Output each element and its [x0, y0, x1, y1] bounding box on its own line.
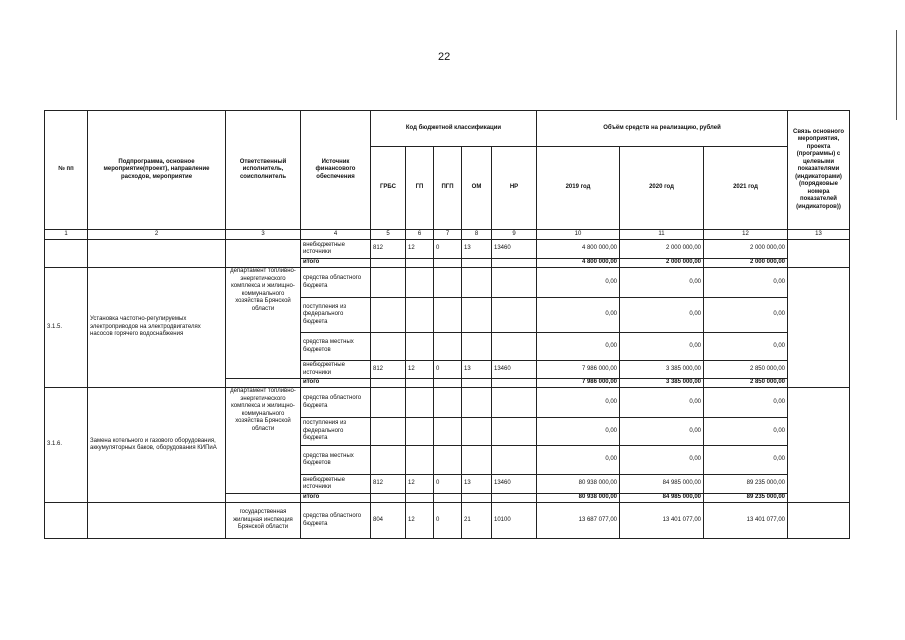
value-2021: 2 850 000,00 — [704, 361, 788, 379]
source-label: внебюджетные источники — [301, 240, 371, 259]
value-2020: 2 000 000,00 — [620, 240, 704, 259]
item-executor: департамент топливно-энергетического комплекса и жилищно-коммунального хозяйства Брянской области — [226, 388, 301, 494]
source-label: внебюджетные источники — [301, 475, 371, 494]
value-2019: 13 687 077,00 — [537, 503, 620, 539]
grbs-cell: 812 — [371, 475, 406, 494]
source-label: средства местных бюджетов — [301, 446, 371, 475]
pgp-cell: 0 — [434, 361, 462, 379]
value-2019: 4 800 000,00 — [537, 240, 620, 259]
value-2020: 0,00 — [620, 298, 704, 333]
item-number: 3.1.6. — [45, 388, 88, 503]
total-2021: 2 850 000,00 — [704, 379, 788, 388]
num-cell — [45, 240, 88, 268]
item-executor: государственная жилищная инспекция Брянской области — [226, 503, 301, 539]
om-cell: 21 — [462, 503, 492, 539]
num-cell — [45, 503, 88, 539]
header-volume: Объём средств на реализацию, рублей — [537, 111, 788, 147]
source-label: средства областного бюджета — [301, 268, 371, 298]
value-2019: 80 938 000,00 — [537, 475, 620, 494]
value-2021: 0,00 — [704, 388, 788, 418]
item-name: Установка частотно-регулируемых электроприводов на электродвигателях насосов горячего водоснабжения — [88, 268, 226, 388]
value-2021: 2 000 000,00 — [704, 240, 788, 259]
col-number: 2 — [88, 230, 226, 240]
gp-cell: 12 — [406, 361, 434, 379]
col-number: 1 — [45, 230, 88, 240]
source-label: поступления из федерального бюджета — [301, 298, 371, 333]
header-om: ОМ — [462, 147, 492, 230]
om-cell: 13 — [462, 361, 492, 379]
value-2021: 89 235 000,00 — [704, 475, 788, 494]
source-label: средства местных бюджетов — [301, 333, 371, 361]
value-2020: 0,00 — [620, 446, 704, 475]
table-row — [45, 503, 850, 539]
col-number: 11 — [620, 230, 704, 240]
value-2019: 0,00 — [537, 333, 620, 361]
grbs-cell: 804 — [371, 503, 406, 539]
column-number-row — [45, 230, 850, 240]
value-2021: 0,00 — [704, 298, 788, 333]
item-name: Замена котельного и газового оборудования, аккумуляторных баков, оборудования КИПиА — [88, 388, 226, 503]
total-label: итого — [301, 379, 371, 388]
gp-cell: 12 — [406, 240, 434, 259]
link-cell — [788, 503, 850, 539]
pgp-cell: 0 — [434, 503, 462, 539]
om-cell: 13 — [462, 240, 492, 259]
col-number: 5 — [371, 230, 406, 240]
table-row — [45, 268, 850, 298]
col-number: 10 — [537, 230, 620, 240]
grbs-cell: 812 — [371, 240, 406, 259]
value-2021: 13 401 077,00 — [704, 503, 788, 539]
value-2020: 0,00 — [620, 333, 704, 361]
header-pgp: ПГП — [434, 147, 462, 230]
value-2019: 0,00 — [537, 418, 620, 446]
value-2019: 0,00 — [537, 388, 620, 418]
header-link: Связь основного мероприятия, проекта (программы) с целевыми показателями (индикаторами) (порядковые номера показателей (индикаторов)) — [788, 111, 850, 230]
executor-cell — [226, 379, 301, 388]
col-number: 3 — [226, 230, 301, 240]
total-label: итого — [301, 259, 371, 268]
total-label: итого — [301, 494, 371, 503]
header-2020: 2020 год — [620, 147, 704, 230]
link-cell — [788, 240, 850, 268]
name-cell — [88, 503, 226, 539]
header-row-1 — [45, 111, 850, 147]
source-label: средства областного бюджета — [301, 503, 371, 539]
header-source: Источник финансового обеспечения — [301, 111, 371, 230]
header-executor: Ответственный исполнитель, соисполнитель — [226, 111, 301, 230]
scan-edge-line — [896, 30, 897, 120]
gp-cell: 12 — [406, 475, 434, 494]
nr-cell: 10100 — [492, 503, 537, 539]
value-2020: 13 401 077,00 — [620, 503, 704, 539]
pgp-cell: 0 — [434, 475, 462, 494]
value-2019: 0,00 — [537, 298, 620, 333]
col-number: 8 — [462, 230, 492, 240]
header-nr: НР — [492, 147, 537, 230]
page-number: 22 — [438, 51, 451, 63]
col-number: 9 — [492, 230, 537, 240]
value-2020: 84 985 000,00 — [620, 475, 704, 494]
value-2021: 0,00 — [704, 268, 788, 298]
col-number: 6 — [406, 230, 434, 240]
gp-cell: 12 — [406, 503, 434, 539]
nr-cell: 13460 — [492, 475, 537, 494]
total-2021: 89 235 000,00 — [704, 494, 788, 503]
value-2020: 0,00 — [620, 388, 704, 418]
value-2019: 0,00 — [537, 268, 620, 298]
value-2021: 0,00 — [704, 446, 788, 475]
link-cell — [788, 268, 850, 388]
value-2021: 0,00 — [704, 418, 788, 446]
source-label: поступления из федерального бюджета — [301, 418, 371, 446]
nr-cell: 13460 — [492, 361, 537, 379]
table-row — [45, 240, 850, 259]
budget-table — [44, 110, 850, 539]
col-number: 4 — [301, 230, 371, 240]
link-cell — [788, 388, 850, 503]
pgp-cell: 0 — [434, 240, 462, 259]
header-budget-code: Код бюджетной классификации — [371, 111, 537, 147]
col-number: 7 — [434, 230, 462, 240]
value-2020: 0,00 — [620, 268, 704, 298]
item-executor: департамент топливно-энергетического комплекса и жилищно-коммунального хозяйства Брянской области — [226, 268, 301, 379]
value-2021: 0,00 — [704, 333, 788, 361]
total-2020: 3 385 000,00 — [620, 379, 704, 388]
total-2020: 2 000 000,00 — [620, 259, 704, 268]
om-cell: 13 — [462, 475, 492, 494]
source-label: средства областного бюджета — [301, 388, 371, 418]
grbs-cell: 812 — [371, 361, 406, 379]
total-2021: 2 000 000,00 — [704, 259, 788, 268]
value-2019: 7 986 000,00 — [537, 361, 620, 379]
name-cell — [88, 240, 226, 268]
total-2019: 80 938 000,00 — [537, 494, 620, 503]
nr-cell: 13460 — [492, 240, 537, 259]
executor-cell — [226, 240, 301, 268]
header-program: Подпрограмма, основное мероприятие(проект), направление расходов, мероприятие — [88, 111, 226, 230]
value-2020: 0,00 — [620, 418, 704, 446]
total-2019: 4 800 000,00 — [537, 259, 620, 268]
executor-cell — [226, 494, 301, 503]
header-num: № пп — [45, 111, 88, 230]
col-number: 13 — [788, 230, 850, 240]
item-number: 3.1.5. — [45, 268, 88, 388]
col-number: 12 — [704, 230, 788, 240]
value-2019: 0,00 — [537, 446, 620, 475]
value-2020: 3 385 000,00 — [620, 361, 704, 379]
source-label: внебюджетные источники — [301, 361, 371, 379]
header-2019: 2019 год — [537, 147, 620, 230]
header-2021: 2021 год — [704, 147, 788, 230]
total-2020: 84 985 000,00 — [620, 494, 704, 503]
header-gp: ГП — [406, 147, 434, 230]
header-grbs: ГРБС — [371, 147, 406, 230]
table-row — [45, 388, 850, 418]
total-2019: 7 986 000,00 — [537, 379, 620, 388]
